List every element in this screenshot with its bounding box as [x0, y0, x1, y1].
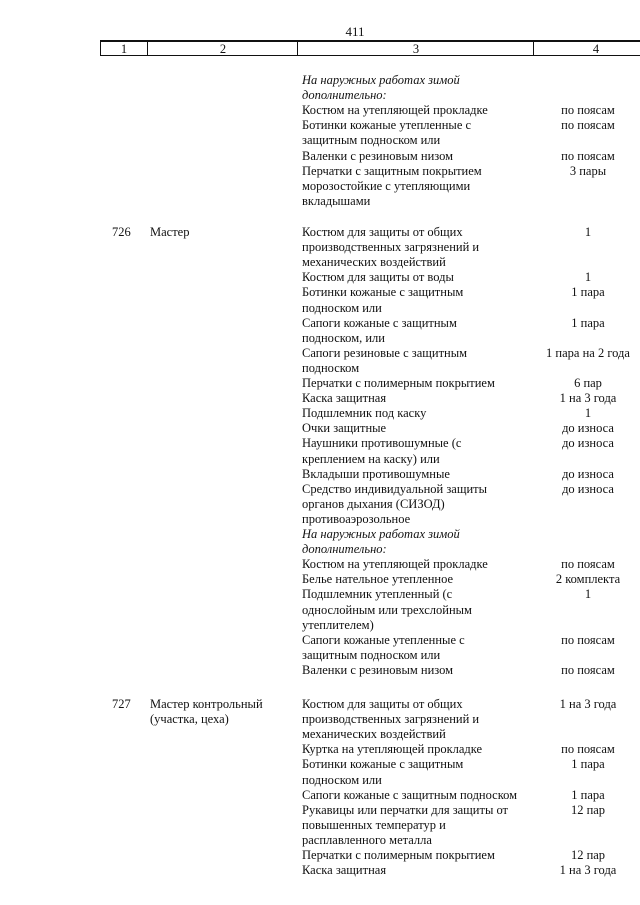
equipment-item: однослойным или трехслойным — [302, 602, 472, 617]
issue-norm: по поясам — [561, 742, 615, 757]
section-note: дополнительно: — [302, 88, 387, 103]
equipment-item: Костюм для защиты от общих — [302, 225, 463, 239]
equipment-item: органов дыхания (СИЗОД) — [302, 496, 445, 511]
equipment-item: утеплителем) — [302, 617, 374, 632]
issue-norm: до износа — [562, 481, 614, 496]
equipment-item: вкладышами — [302, 193, 371, 208]
equipment-item: защитным подноском или — [302, 133, 441, 148]
equipment-item: подноском или — [302, 300, 382, 315]
equipment-item: Ботинки кожаные с защитным — [302, 285, 464, 300]
issue-norm: 1 на 3 года — [559, 863, 617, 878]
equipment-item: производственных загрязнений и — [302, 712, 480, 727]
issue-norm: 1 пара — [571, 787, 605, 802]
section-note: На наружных работах зимой — [302, 527, 460, 541]
issue-norm: 3 пары — [569, 163, 607, 178]
equipment-item: морозостойкие с утепляющими — [302, 178, 471, 193]
equipment-item: Ботинки кожаные утепленные с — [302, 118, 472, 133]
equipment-item: расплавленного металла — [302, 832, 432, 847]
equipment-item: Средство индивидуальной защиты — [302, 481, 488, 496]
equipment-item: Костюм для защиты от общих — [302, 697, 463, 711]
profession-name: (участка, цеха) — [150, 712, 229, 727]
equipment-item: защитным подноском или — [302, 647, 441, 662]
equipment-item: Сапоги кожаные утепленные с — [302, 632, 465, 647]
column-header-4: 4 — [533, 42, 640, 56]
issue-norm: 1 пара — [571, 757, 605, 772]
equipment-item: производственных загрязнений и — [302, 240, 480, 255]
issue-norm: 1 пара — [571, 315, 605, 330]
issue-norm: 1 — [584, 225, 592, 239]
issue-norm: 1 — [584, 406, 592, 421]
issue-norm: 2 комплекта — [555, 572, 621, 587]
issue-norm: 12 пар — [570, 848, 606, 862]
column-header-2: 2 — [147, 42, 298, 56]
issue-norm: до износа — [562, 436, 614, 451]
equipment-item: механических воздействий — [302, 727, 446, 742]
equipment-item: механических воздействий — [302, 255, 446, 270]
profession-name: Мастер контрольный — [150, 697, 263, 711]
column-header-row — [100, 40, 640, 56]
issue-norm: 1 пара — [571, 285, 605, 300]
issue-norm: 1 пара на 2 года — [546, 345, 630, 360]
equipment-item: Валенки с резиновым низом — [302, 148, 454, 163]
equipment-item: Наушники противошумные (с — [302, 436, 462, 451]
equipment-item: Каска защитная — [302, 863, 387, 878]
equipment-item: Подшлемник утепленный (с — [302, 587, 453, 602]
equipment-item: Белье нательное утепленное — [302, 572, 454, 587]
row-number: 727 — [112, 697, 131, 711]
column-header-3: 3 — [297, 42, 534, 56]
column-header-1: 1 — [120, 42, 128, 56]
issue-norm: до износа — [562, 421, 614, 436]
issue-norm: по поясам — [561, 103, 615, 118]
issue-norm: 1 на 3 года — [559, 391, 617, 406]
issue-norm: до износа — [562, 466, 614, 481]
equipment-item: Рукавицы или перчатки для защиты от — [302, 802, 509, 817]
issue-norm: 1 — [584, 587, 592, 602]
issue-norm: по поясам — [561, 148, 615, 163]
issue-norm: по поясам — [561, 662, 615, 677]
equipment-item: Костюм на утепляющей прокладке — [302, 557, 488, 572]
page-number: 411 — [345, 24, 365, 39]
profession-name: Мастер — [150, 225, 190, 239]
equipment-item: Перчатки с полимерным покрытием — [302, 848, 495, 862]
row-number: 726 — [112, 225, 131, 239]
issue-norm: 6 пар — [574, 376, 602, 390]
issue-norm: по поясам — [561, 632, 615, 647]
equipment-item: Костюм на утепляющей прокладке — [302, 103, 488, 118]
equipment-item: Каска защитная — [302, 391, 387, 406]
equipment-item: Костюм для защиты от воды — [302, 270, 454, 285]
issue-norm: 1 — [584, 270, 592, 285]
equipment-item: Сапоги резиновые с защитным — [302, 345, 468, 360]
equipment-item: креплением на каску) или — [302, 451, 440, 466]
equipment-item: Перчатки с полимерным покрытием — [302, 376, 495, 390]
section-note: дополнительно: — [302, 542, 387, 557]
equipment-item: Валенки с резиновым низом — [302, 662, 454, 677]
equipment-item: Сапоги кожаные с защитным — [302, 315, 457, 330]
equipment-item: Куртка на утепляющей прокладке — [302, 742, 483, 757]
issue-norm: 1 на 3 года — [559, 697, 617, 711]
issue-norm: по поясам — [561, 118, 615, 133]
equipment-item: подноском — [302, 360, 360, 375]
equipment-item: Сапоги кожаные с защитным подноском — [302, 787, 518, 802]
equipment-item: Подшлемник под каску — [302, 406, 427, 421]
equipment-item: подноском, или — [302, 330, 385, 345]
equipment-item: противоаэрозольное — [302, 511, 411, 526]
equipment-item: повышенных температур и — [302, 817, 446, 832]
equipment-item: Ботинки кожаные с защитным — [302, 757, 464, 772]
equipment-item: Перчатки с защитным покрытием — [302, 163, 482, 178]
issue-norm: 12 пар — [570, 802, 606, 817]
section-note: На наружных работах зимой — [302, 73, 460, 87]
issue-norm: по поясам — [561, 557, 615, 572]
equipment-item: Вкладыши противошумные — [302, 466, 450, 481]
equipment-item: Очки защитные — [302, 421, 387, 436]
equipment-item: подноском или — [302, 772, 382, 787]
